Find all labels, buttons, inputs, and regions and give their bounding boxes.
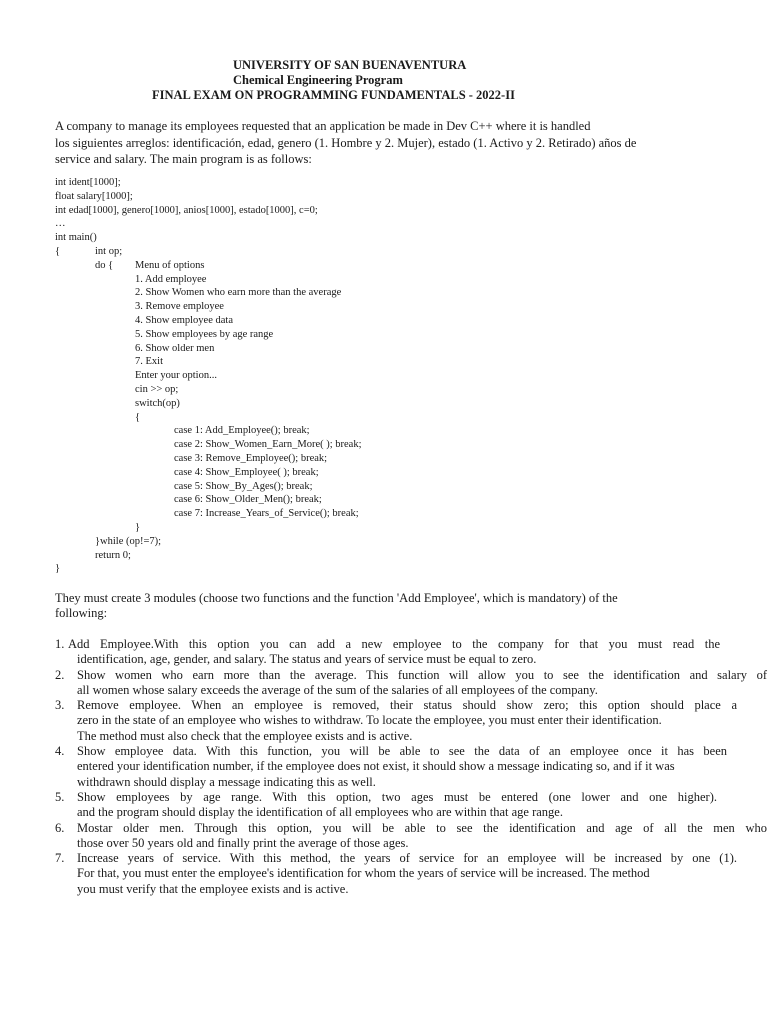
code-line: 5. Show employees by age range <box>135 328 274 340</box>
intro-paragraph <box>55 118 755 168</box>
code-line: int main() <box>55 232 97 244</box>
code-line: case 3: Remove_Employee(); break; <box>174 452 328 464</box>
intro-line: service and salary. The main program is as follows: <box>55 152 312 166</box>
code-line: int edad[1000], genero[1000], anios[1000], estado[1000], c=0; <box>55 204 318 216</box>
item-line: and the program should display the identification of all employees who are within that age range. <box>77 805 563 820</box>
list-item <box>55 637 767 668</box>
program-title: Chemical Engineering Program <box>233 73 403 87</box>
item-line: Mostar older men. Through this option, you will be able to see the identification and age of all the men who <box>77 820 767 835</box>
item-number: 1. <box>55 637 65 651</box>
list-item <box>55 821 767 852</box>
item-line: Show women who earn more than the average. This function will allow you to see the identification and salary of <box>77 667 767 682</box>
item-number: 3. <box>55 698 65 713</box>
list-item <box>55 851 767 897</box>
code-line: { <box>135 411 141 423</box>
list-item <box>55 744 767 790</box>
code-line: } <box>135 521 141 533</box>
code-line: 2. Show Women who earn more than the average <box>135 287 342 299</box>
list-item <box>55 698 767 744</box>
item-line: entered your identification number, if the employee does not exist, it should show a message indicating so, and if it was <box>77 759 675 774</box>
item-line: The method must also check that the employee exists and is active. <box>77 728 413 743</box>
item-line: zero in the state of an employee who wishes to withdraw. To locate the employee, you must enter their identification. <box>77 713 662 728</box>
item-number: 5. <box>55 789 65 804</box>
university-title: UNIVERSITY OF SAN BUENAVENTURA <box>233 58 467 72</box>
modules-line: They must create 3 modules (choose two functions and the function 'Add Employee', which is mandatory) of the <box>55 591 618 605</box>
requirements-list <box>55 637 767 897</box>
code-line: Enter your option... <box>135 370 217 382</box>
item-line: identification, age, gender, and salary. The status and years of service must be equal to zero. <box>77 652 537 667</box>
item-number: 2. <box>55 667 65 682</box>
code-line: float salary[1000]; <box>55 190 133 202</box>
exam-title: FINAL EXAM ON PROGRAMMING FUNDAMENTALS - 2022-II <box>152 88 515 102</box>
list-item <box>55 668 767 699</box>
item-number: 7. <box>55 851 65 866</box>
code-line: 4. Show employee data <box>135 314 233 326</box>
list-item <box>55 790 767 821</box>
code-line: case 6: Show_Older_Men(); break; <box>174 494 322 506</box>
item-line: all women whose salary exceeds the average of the sum of the salaries of all employees of the company. <box>77 682 598 697</box>
code-line: switch(op) <box>135 397 180 409</box>
code-line: }while (op!=7); <box>95 535 162 547</box>
code-line: 1. Add employee <box>135 273 207 285</box>
code-line: case 5: Show_By_Ages(); break; <box>174 480 313 492</box>
item-line: Increase years of service. With this method, the years of service for an employee will be increased by one (1). <box>77 851 737 866</box>
code-line: return 0; <box>95 549 131 561</box>
item-line: you must verify that the employee exists and is active. <box>77 881 349 896</box>
code-line: 7. Exit <box>135 356 163 368</box>
item-line: For that, you must enter the employee's identification for whom the years of service will be increased. The method <box>77 866 650 881</box>
item-number: 4. <box>55 744 65 759</box>
intro-line: A company to manage its employees requested that an application be made in Dev C++ where it is handled <box>55 119 591 133</box>
code-line: } <box>55 563 61 575</box>
code-line: int op; <box>95 245 123 257</box>
code-line: case 4: Show_Employee( ); break; <box>174 466 319 478</box>
code-line: cin >> op; <box>135 383 179 395</box>
modules-line: following: <box>55 606 108 620</box>
code-line: int ident[1000]; <box>55 177 121 188</box>
item-line: Add Employee.With this option you can add a new employee to the company for that you must read the <box>68 637 720 651</box>
document-header <box>0 58 768 103</box>
code-line: 6. Show older men <box>135 342 215 354</box>
code-line: { <box>55 245 61 257</box>
code-line: case 1: Add_Employee(); break; <box>174 425 310 437</box>
item-number: 6. <box>55 820 65 835</box>
item-line: those over 50 years old and finally print the average of those ages. <box>77 835 409 850</box>
code-line: 3. Remove employee <box>135 301 224 313</box>
item-line: withdrawn should display a message indicating this as well. <box>77 774 376 789</box>
code-line: do { <box>95 259 114 271</box>
item-line: Show employees by age range. With this option, two ages must be entered (one lower and one higher). <box>77 789 717 804</box>
code-line: Menu of options <box>135 259 205 271</box>
intro-line: los siguientes arreglos: identificación, edad, genero (1. Hombre y 2. Mujer), estado (1. Activo y 2. Retirado) años de <box>55 135 637 150</box>
item-line: Remove employee. When an employee is removed, their status should show zero; this option should place a <box>77 698 737 713</box>
code-line: … <box>55 218 66 230</box>
modules-paragraph <box>55 591 755 621</box>
code-line: case 7: Increase_Years_of_Service(); break; <box>174 508 359 520</box>
item-line: Show employee data. With this function, you will be able to see the data of an employee once it has been <box>77 744 727 759</box>
code-line: case 2: Show_Women_Earn_More( ); break; <box>174 439 362 451</box>
